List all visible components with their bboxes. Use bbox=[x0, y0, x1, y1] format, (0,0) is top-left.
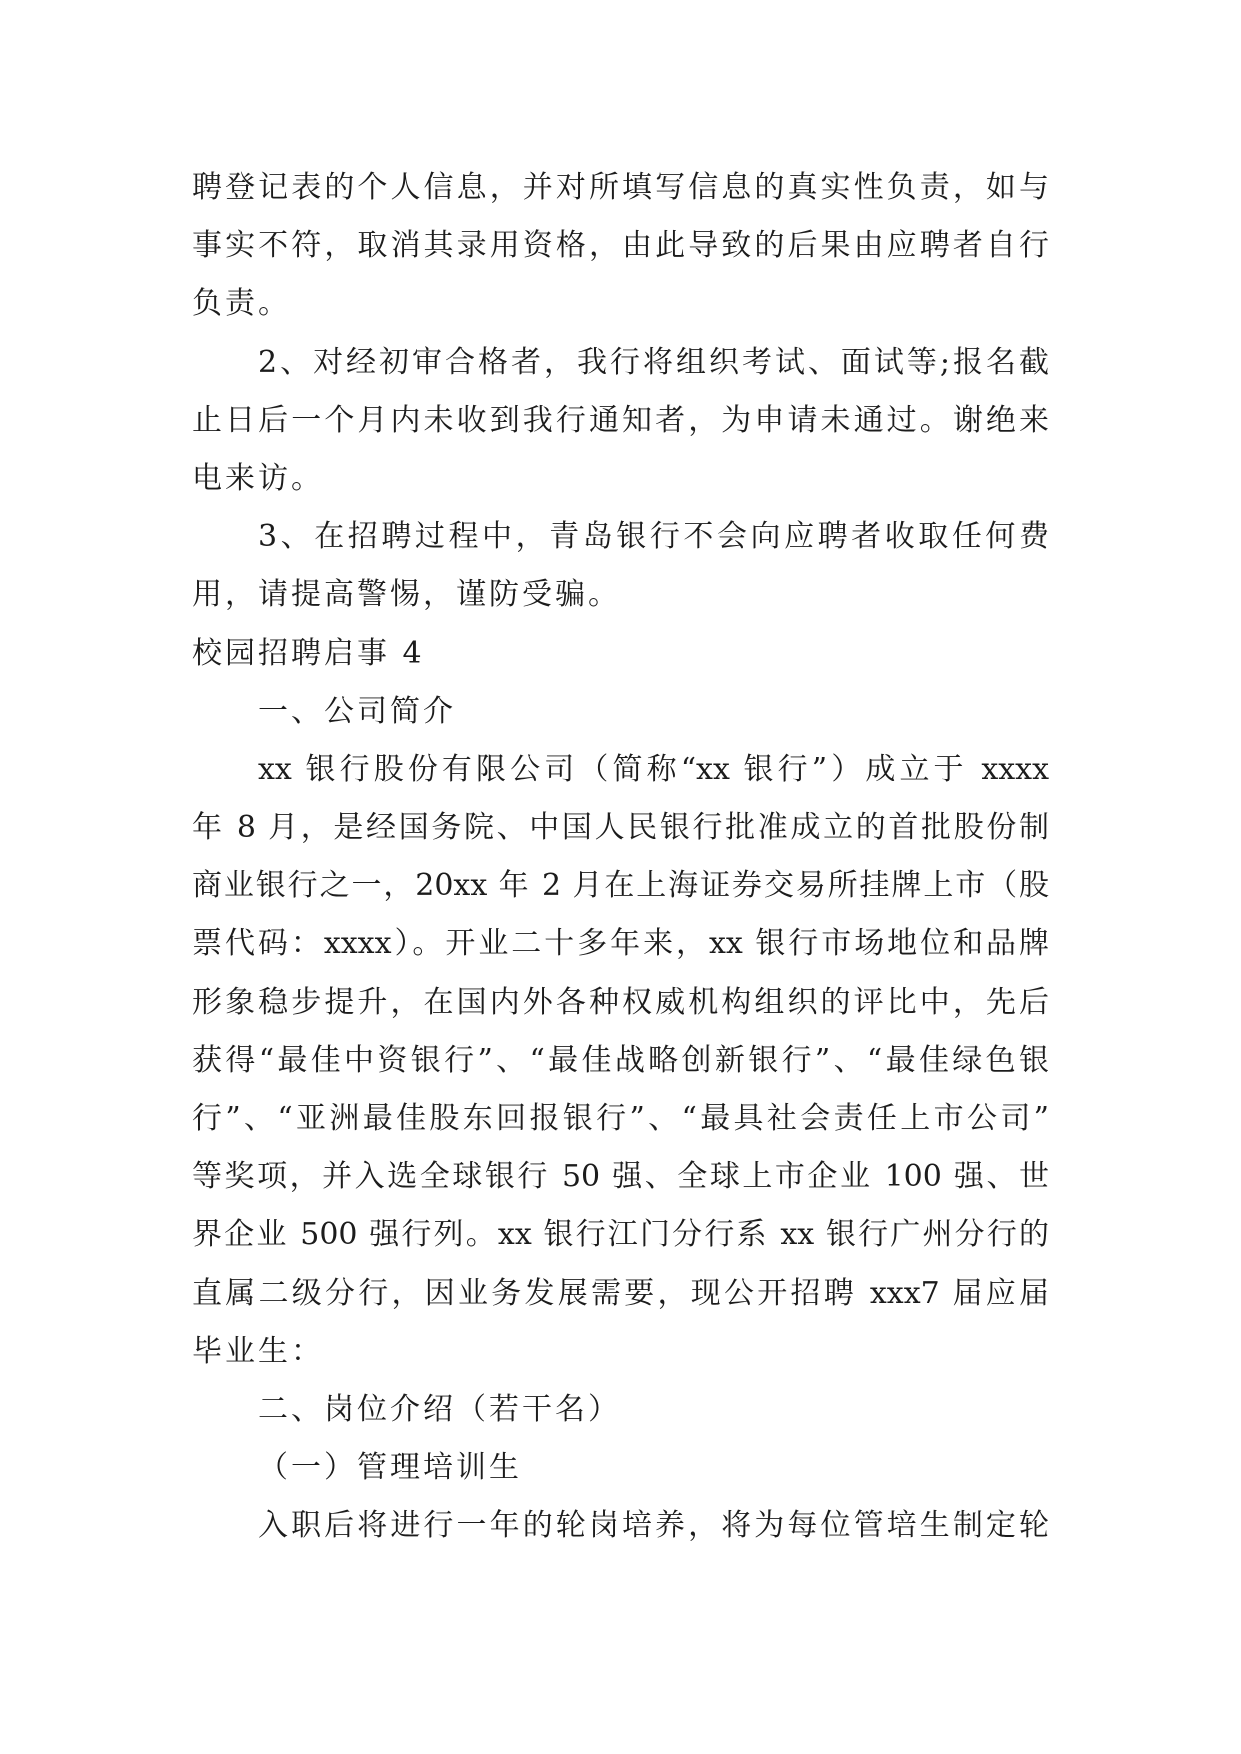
text-line: 毕业生： bbox=[192, 1333, 324, 1369]
text-line: 行”、“亚洲最佳股东回报银行”、“最具社会责任上市公司” bbox=[192, 1101, 1049, 1136]
text-line: 获得“最佳中资银行”、“最佳战略创新银行”、“最佳绿色银 bbox=[192, 1042, 1049, 1078]
text-line: 负责。 bbox=[192, 286, 291, 322]
text-line: 2、对经初审合格者，我行将组织考试、面试等;报名截 bbox=[258, 344, 1049, 380]
subsection-heading: 二、岗位介绍（若干名） bbox=[258, 1391, 621, 1427]
text-line: 电来访。 bbox=[192, 460, 324, 496]
text-line: 直属二级分行，因业务发展需要，现公开招聘 xxx7 届应届 bbox=[192, 1275, 1049, 1311]
subsection-heading: （一）管理培训生 bbox=[258, 1450, 522, 1486]
text-line: 商业银行之一，20xx 年 2 月在上海证券交易所挂牌上市（股 bbox=[192, 868, 1049, 904]
text-line: 形象稳步提升，在国内外各种权威机构组织的评比中，先后 bbox=[192, 984, 1049, 1020]
text-line: 等奖项，并入选全球银行 50 强、全球上市企业 100 强、世 bbox=[192, 1159, 1049, 1195]
text-line: 票代码：xxxx）。开业二十多年来，xx 银行市场地位和品牌 bbox=[192, 926, 1049, 962]
text-line: 界企业 500 强行列。xx 银行江门分行系 xx 银行广州分行的 bbox=[192, 1217, 1049, 1253]
text-line: 止日后一个月内未收到我行通知者，为申请未通过。谢绝来 bbox=[192, 402, 1049, 438]
text-line: 聘登记表的个人信息，并对所填写信息的真实性负责，如与 bbox=[192, 170, 1049, 205]
text-line: 用，请提高警惕，谨防受骗。 bbox=[192, 577, 621, 613]
text-line: 事实不符，取消其录用资格，由此导致的后果由应聘者自行 bbox=[192, 228, 1049, 264]
section-heading: 校园招聘启事 4 bbox=[192, 635, 425, 671]
subsection-heading: 一、公司简介 bbox=[258, 693, 456, 729]
text-line: 3、在招聘过程中，青岛银行不会向应聘者收取任何费 bbox=[258, 519, 1049, 555]
text-line: 年 8 月，是经国务院、中国人民银行批准成立的首批股份制 bbox=[192, 810, 1049, 846]
text-line: xx 银行股份有限公司（简称“xx 银行”）成立于 xxxx bbox=[258, 751, 1049, 787]
text-line: 入职后将进行一年的轮岗培养，将为每位管培生制定轮 bbox=[258, 1508, 1049, 1544]
